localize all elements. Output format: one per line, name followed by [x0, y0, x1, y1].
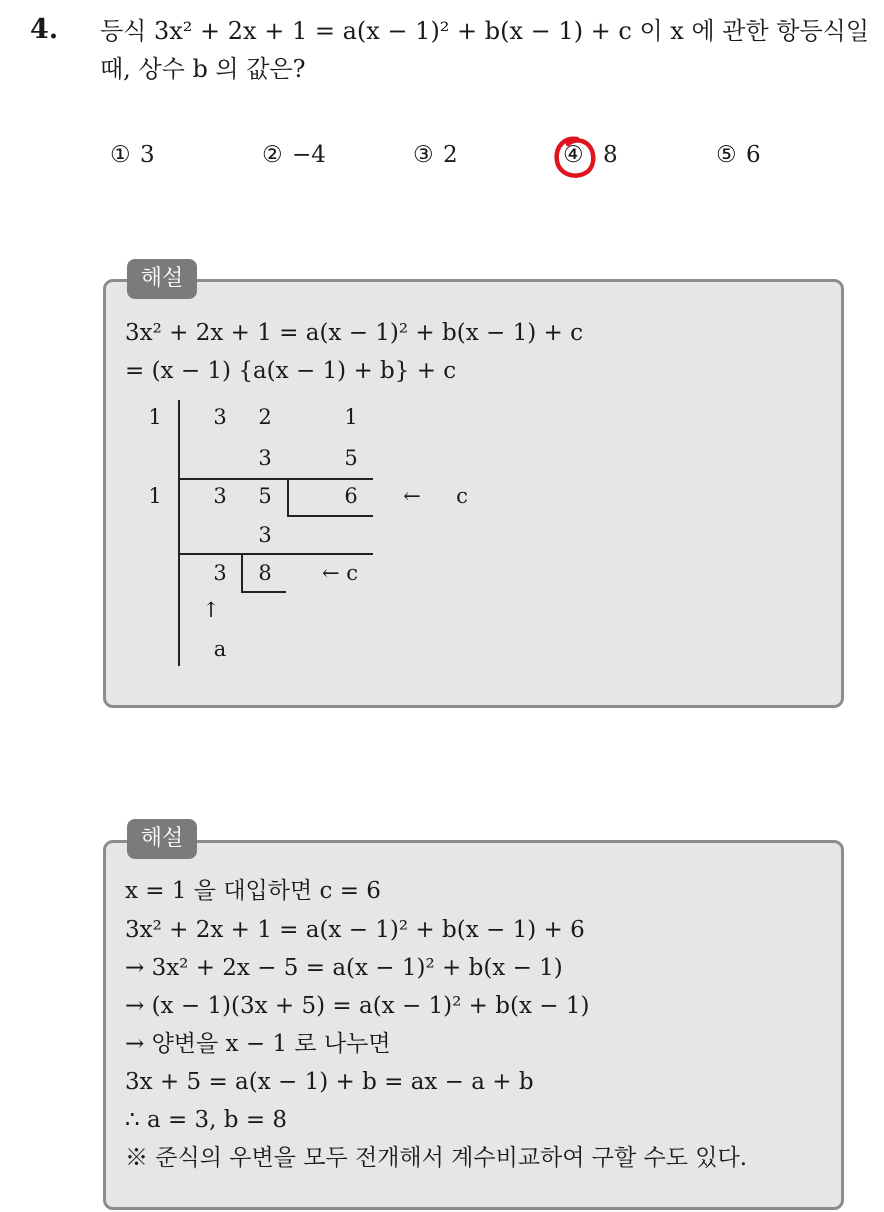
explanation-tag-1: 해설 — [127, 259, 197, 299]
explanation2-line: x = 1 을 대입하면 c = 6 — [125, 878, 381, 904]
explanation1-line1: 3x² + 2x + 1 = a(x − 1)² + b(x − 1) + c — [125, 320, 583, 346]
syn-sum: 5 — [258, 484, 272, 508]
choice-1-value: 3 — [140, 142, 155, 168]
question-text-line2: 때, 상수 b 의 값은? — [100, 55, 306, 83]
syn-coef: 2 — [258, 405, 272, 429]
syn-divisor-2: 1 — [148, 484, 162, 508]
syn-coef: 1 — [344, 405, 358, 429]
syn-remainder: 8 — [258, 561, 272, 585]
choice-5[interactable] — [716, 142, 761, 168]
syn-product: 3 — [258, 446, 272, 470]
syn-horizontal-line — [178, 553, 373, 555]
choice-5-value: 6 — [746, 142, 761, 168]
choice-5-number: ⑤ — [716, 142, 737, 168]
syn-coef: 3 — [213, 405, 227, 429]
question-number: 4. — [30, 14, 59, 45]
syn-sum: 3 — [213, 561, 227, 585]
choice-4-value: 8 — [603, 142, 618, 168]
choice-2-value: −4 — [292, 142, 326, 168]
choice-1[interactable] — [110, 142, 155, 168]
syn-horizontal-line — [178, 478, 373, 480]
syn-product: 5 — [344, 446, 358, 470]
syn-arrow-c: ← c — [321, 561, 359, 585]
syn-vertical-line — [178, 400, 180, 666]
syn-remainder-bracket — [241, 591, 286, 593]
explanation2-line: → (x − 1)(3x + 5) = a(x − 1)² + b(x − 1) — [125, 993, 590, 1019]
choice-2-number: ② — [262, 142, 283, 168]
explanation2-line: → 3x² + 2x − 5 = a(x − 1)² + b(x − 1) — [125, 955, 563, 981]
syn-remainder: 6 — [344, 484, 358, 508]
answer-circle-mark-icon — [553, 134, 597, 182]
explanation1-line2: = (x − 1) {a(x − 1) + b} + c — [125, 358, 457, 384]
syn-label-c: c — [456, 484, 468, 508]
syn-remainder-bracket — [287, 515, 373, 517]
choice-1-number: ① — [110, 142, 131, 168]
syn-arrow-left: ← — [403, 484, 421, 508]
syn-remainder-bracket — [287, 478, 289, 516]
choice-3[interactable] — [413, 142, 458, 168]
explanation-tag-2: 해설 — [127, 819, 197, 859]
explanation2-line: 3x² + 2x + 1 = a(x − 1)² + b(x − 1) + 6 — [125, 917, 585, 943]
explanation2-line: ∴ a = 3, b = 8 — [125, 1107, 288, 1133]
question-text-line1: 등식 3x² + 2x + 1 = a(x − 1)² + b(x − 1) + c 이 x 에 관한 항등식일 — [100, 17, 870, 45]
choice-3-value: 2 — [443, 142, 458, 168]
choice-4-number: ④ — [563, 142, 584, 168]
up-arrow-icon: ↑ — [202, 598, 220, 622]
explanation2-line: → 양변을 x − 1 로 나누면 — [125, 1031, 391, 1057]
synthetic-division — [110, 395, 468, 675]
syn-divisor-1: 1 — [148, 405, 162, 429]
syn-product: 3 — [258, 523, 272, 547]
syn-sum: 3 — [213, 484, 227, 508]
explanation2-line: ※ 준식의 우변을 모두 전개해서 계수비교하여 구할 수도 있다. — [125, 1145, 748, 1171]
explanation2-line: 3x + 5 = a(x − 1) + b = ax − a + b — [125, 1069, 534, 1095]
choice-2[interactable] — [262, 142, 326, 168]
syn-remainder-bracket — [241, 553, 243, 591]
choice-3-number: ③ — [413, 142, 434, 168]
syn-label-a: a — [213, 637, 227, 661]
